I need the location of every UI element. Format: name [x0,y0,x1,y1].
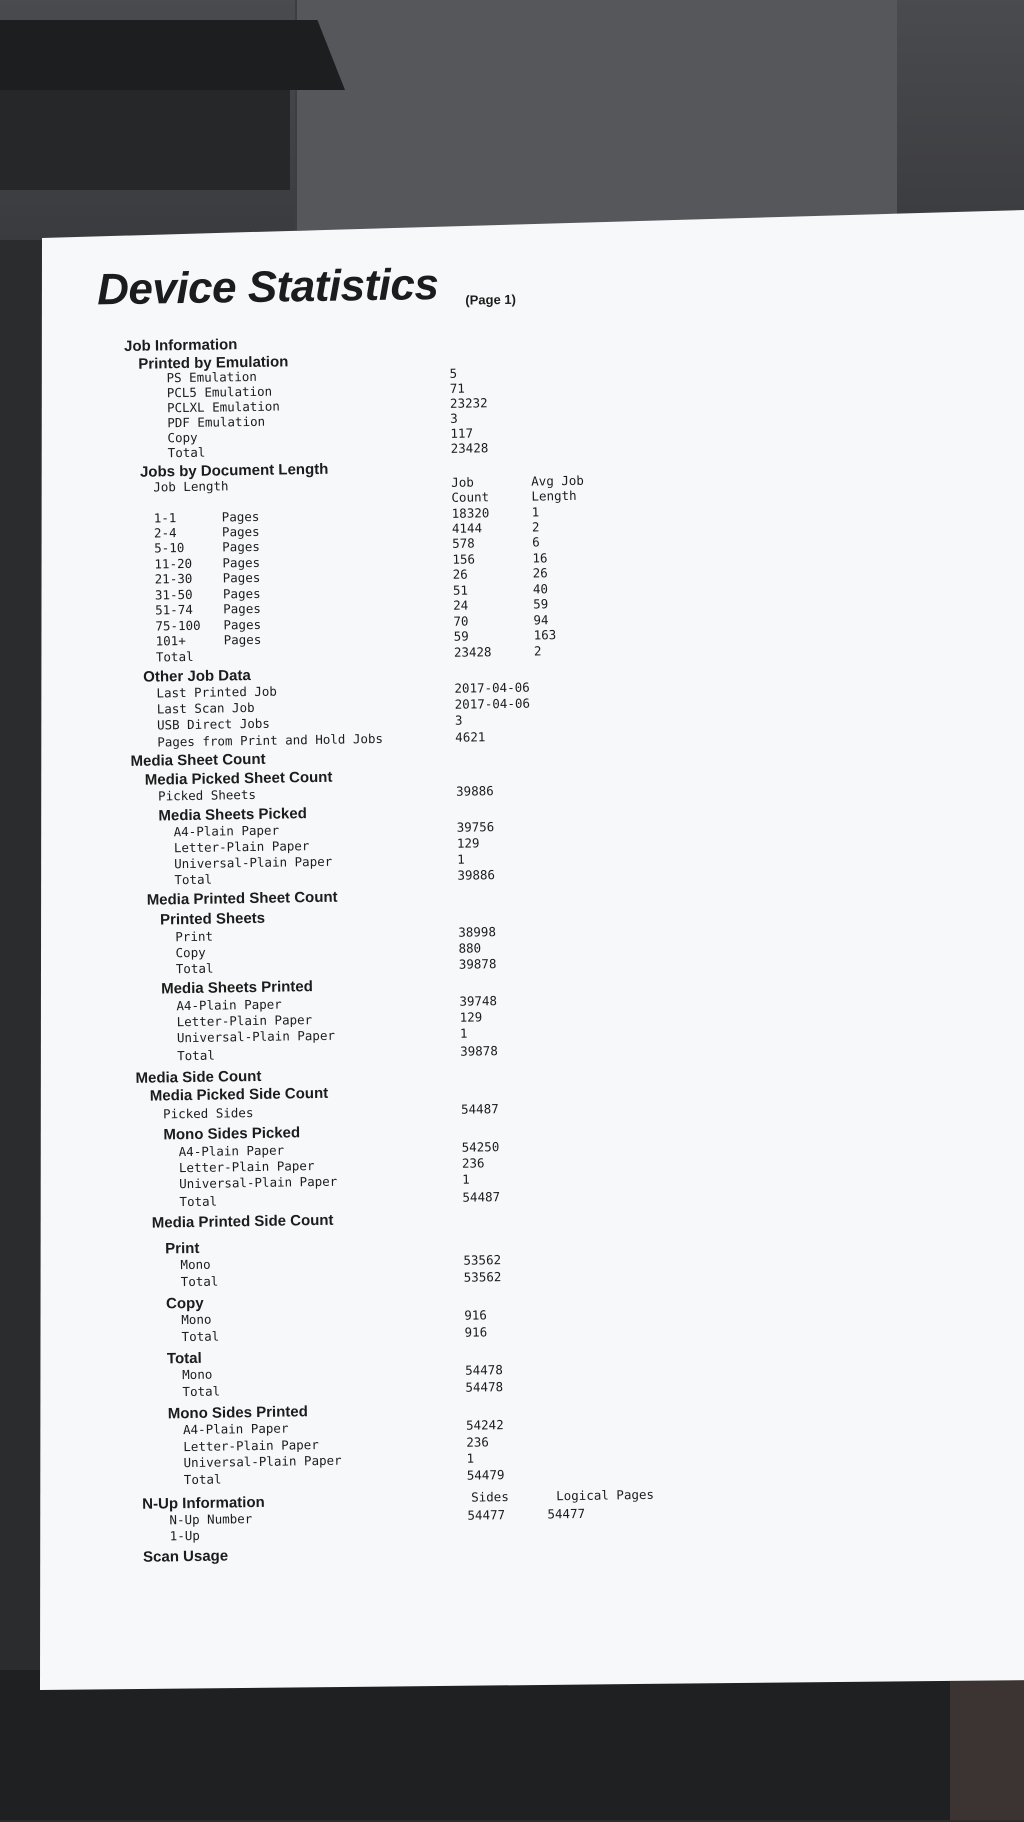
stat-label: Pages from Print and Hold Jobs [157,730,384,750]
stat-label: A4-Plain Paper [182,1420,289,1438]
stat-label: 11-20 [154,555,193,572]
stat-label: Universal-Plain Paper [176,1027,336,1046]
section-heading: Media Printed Sheet Count [146,888,338,909]
stat-label: PCL5 Emulation [166,383,273,401]
stat-label: Total [177,1047,215,1064]
stat-label: Total [180,1273,219,1290]
section-heading: Mono Sides Printed [167,1403,308,1423]
stat-value: 117 [450,425,474,441]
stat-value: 39886 [455,783,494,799]
stat-label: Total [167,444,206,461]
stat-value: 2017-04-06 [454,679,530,696]
stat-value: Job [451,474,474,490]
stat-value: 4621 [455,729,486,745]
stat-value-secondary: 1 [531,504,540,520]
stat-value: 53562 [463,1252,502,1268]
stat-value: 236 [461,1155,485,1171]
stat-value-secondary: 6 [532,534,540,550]
stat-value: 53562 [463,1269,502,1285]
stat-unit: Pages [223,631,262,648]
stat-value: 38998 [458,924,497,940]
section-heading: Media Printed Side Count [151,1211,334,1232]
stat-label: A4-Plain Paper [176,996,282,1014]
stat-value: 23428 [450,440,489,456]
stat-value: 54487 [462,1189,501,1205]
stat-label: Total [183,1471,222,1488]
stat-label: Letter-Plain Paper [183,1437,319,1455]
stat-label: PDF Emulation [167,413,266,431]
stat-unit: Pages [222,538,260,555]
stat-label: 75-100 [155,617,201,634]
stat-label: PS Emulation [166,368,257,386]
stat-label: Total [179,1193,218,1210]
stat-value: 129 [456,835,480,851]
stat-value: 916 [464,1324,488,1340]
stat-value: 59 [453,628,469,644]
stat-value: 51 [452,582,469,598]
stat-label: Universal-Plain Paper [174,853,333,872]
stat-value-secondary: 59 [533,596,549,612]
stat-value: 54478 [465,1362,503,1378]
stat-value: 24 [453,597,469,613]
stat-unit: Pages [222,554,261,571]
stat-unit: Pages [222,585,261,602]
stat-label: Mono [180,1256,211,1273]
stat-label: 51-74 [155,601,193,618]
stat-label: Total [155,648,194,665]
stat-value: 3 [450,410,458,426]
section-heading: Total [166,1349,202,1368]
stat-label: Letter-Plain Paper [178,1158,315,1176]
stat-value: 916 [464,1307,487,1323]
stat-value-secondary: 163 [533,627,557,643]
page-label: (Page 1) [465,291,517,308]
stat-label: 101+ [155,633,186,649]
stat-value: 1 [466,1450,475,1466]
section-heading: Copy [165,1294,204,1313]
stat-label: PCLXL Emulation [166,398,281,416]
stat-value: 1 [462,1171,470,1187]
stat-label: Universal-Plain Paper [179,1173,338,1192]
stat-unit: Pages [223,616,262,633]
stat-label: 1-Up [169,1527,200,1544]
stat-value-secondary: Avg Job [531,472,585,489]
stat-label: Copy [175,944,206,961]
stat-value-secondary: Length [531,487,577,504]
stat-label: Picked Sides [162,1105,254,1122]
stat-value: 54250 [461,1139,500,1155]
stat-label: 2-4 [153,525,177,541]
stat-value-secondary: 94 [533,612,549,628]
stat-label: Total [182,1383,221,1400]
stat-value: 54478 [465,1379,504,1395]
document-title: Device Statistics [96,260,439,315]
stat-value: 23232 [449,395,488,411]
section-heading: Other Job Data [143,666,251,686]
stat-value: 54479 [466,1467,505,1483]
stat-value: 1 [459,1025,468,1041]
stat-label: Print [175,928,214,945]
stat-value-secondary: 54477 [547,1505,586,1522]
stat-value: 5 [449,365,458,381]
section-heading: Media Sheet Count [130,750,266,770]
section-heading: Jobs by Document Length [139,460,329,481]
stat-label: Picked Sheets [157,786,257,804]
section-heading: Print [165,1239,200,1258]
stat-value: 71 [449,380,465,396]
stat-label: Mono [181,1311,212,1328]
section-heading: Media Picked Side Count [149,1084,329,1105]
stat-label: Letter-Plain Paper [176,1012,313,1030]
stat-value: 23428 [453,644,492,660]
section-heading: Media Sheets Printed [161,978,313,998]
stat-value: 70 [453,613,469,629]
stat-value-secondary: Logical Pages [556,1486,655,1504]
stat-value-secondary: 40 [532,581,549,597]
stat-value: 54242 [465,1417,504,1433]
stat-value: 39756 [456,819,495,835]
section-heading: Printed Sheets [159,909,266,929]
section-heading: N-Up Information [142,1493,265,1513]
stat-label: Total [181,1328,220,1345]
stat-label: Last Scan Job [156,699,255,717]
stat-value-secondary: 2 [531,519,540,535]
stat-label: Copy [167,429,198,446]
stat-unit: Pages [222,569,261,586]
stat-value-secondary: 16 [532,550,548,566]
stat-label: Mono [182,1366,213,1383]
stat-value: 39748 [459,993,498,1009]
stat-value: 156 [452,551,476,567]
stat-value: 236 [466,1434,489,1450]
stat-label: Last Printed Job [156,683,278,701]
stat-value: Count [451,489,490,505]
stat-label: USB Direct Jobs [156,715,270,733]
stat-value: 2017-04-06 [454,695,531,712]
section-heading: Scan Usage [142,1547,229,1566]
stat-value: 26 [452,566,468,582]
stat-value: 3 [454,712,463,728]
section-heading: Media Picked Sheet Count [144,768,333,789]
section-heading: Media Sheets Picked [158,805,307,825]
stat-value: 18320 [451,505,490,521]
stat-label: 31-50 [154,586,193,603]
stat-label: Total [174,871,213,888]
section-heading: Job Information [123,336,238,355]
stat-value: 578 [452,535,475,551]
stat-label: Letter-Plain Paper [173,838,310,856]
stat-label: Total [175,960,214,977]
section-heading: Printed by Emulation [138,353,289,373]
stat-label: 21-30 [154,570,193,587]
stat-label: Universal-Plain Paper [183,1452,342,1471]
stat-value: 39886 [457,867,496,883]
stat-value: 1 [457,851,465,867]
section-heading: Media Side Count [135,1067,262,1087]
stat-value: 129 [459,1009,483,1025]
stat-value: 39878 [460,1043,498,1059]
stat-unit: Pages [221,508,260,525]
stat-unit: Pages [221,523,260,540]
stat-value: 54477 [467,1507,506,1523]
stat-value: 39878 [458,956,497,972]
stat-label: Job Length [153,478,229,495]
stat-value-secondary: 26 [532,565,548,581]
stat-label: 5-10 [154,540,185,556]
section-heading: Mono Sides Picked [163,1124,301,1144]
stat-unit: Pages [223,600,261,617]
stat-value: 54487 [460,1101,499,1117]
stat-label: A4-Plain Paper [178,1142,285,1160]
stat-label: 1-1 [153,510,177,526]
stat-value-secondary: 2 [533,643,542,659]
stat-value: Sides [471,1489,509,1505]
stat-label: A4-Plain Paper [173,822,280,840]
stat-label: N-Up Number [169,1511,253,1528]
stat-value: 880 [458,940,482,956]
stat-value: 4144 [451,520,483,536]
